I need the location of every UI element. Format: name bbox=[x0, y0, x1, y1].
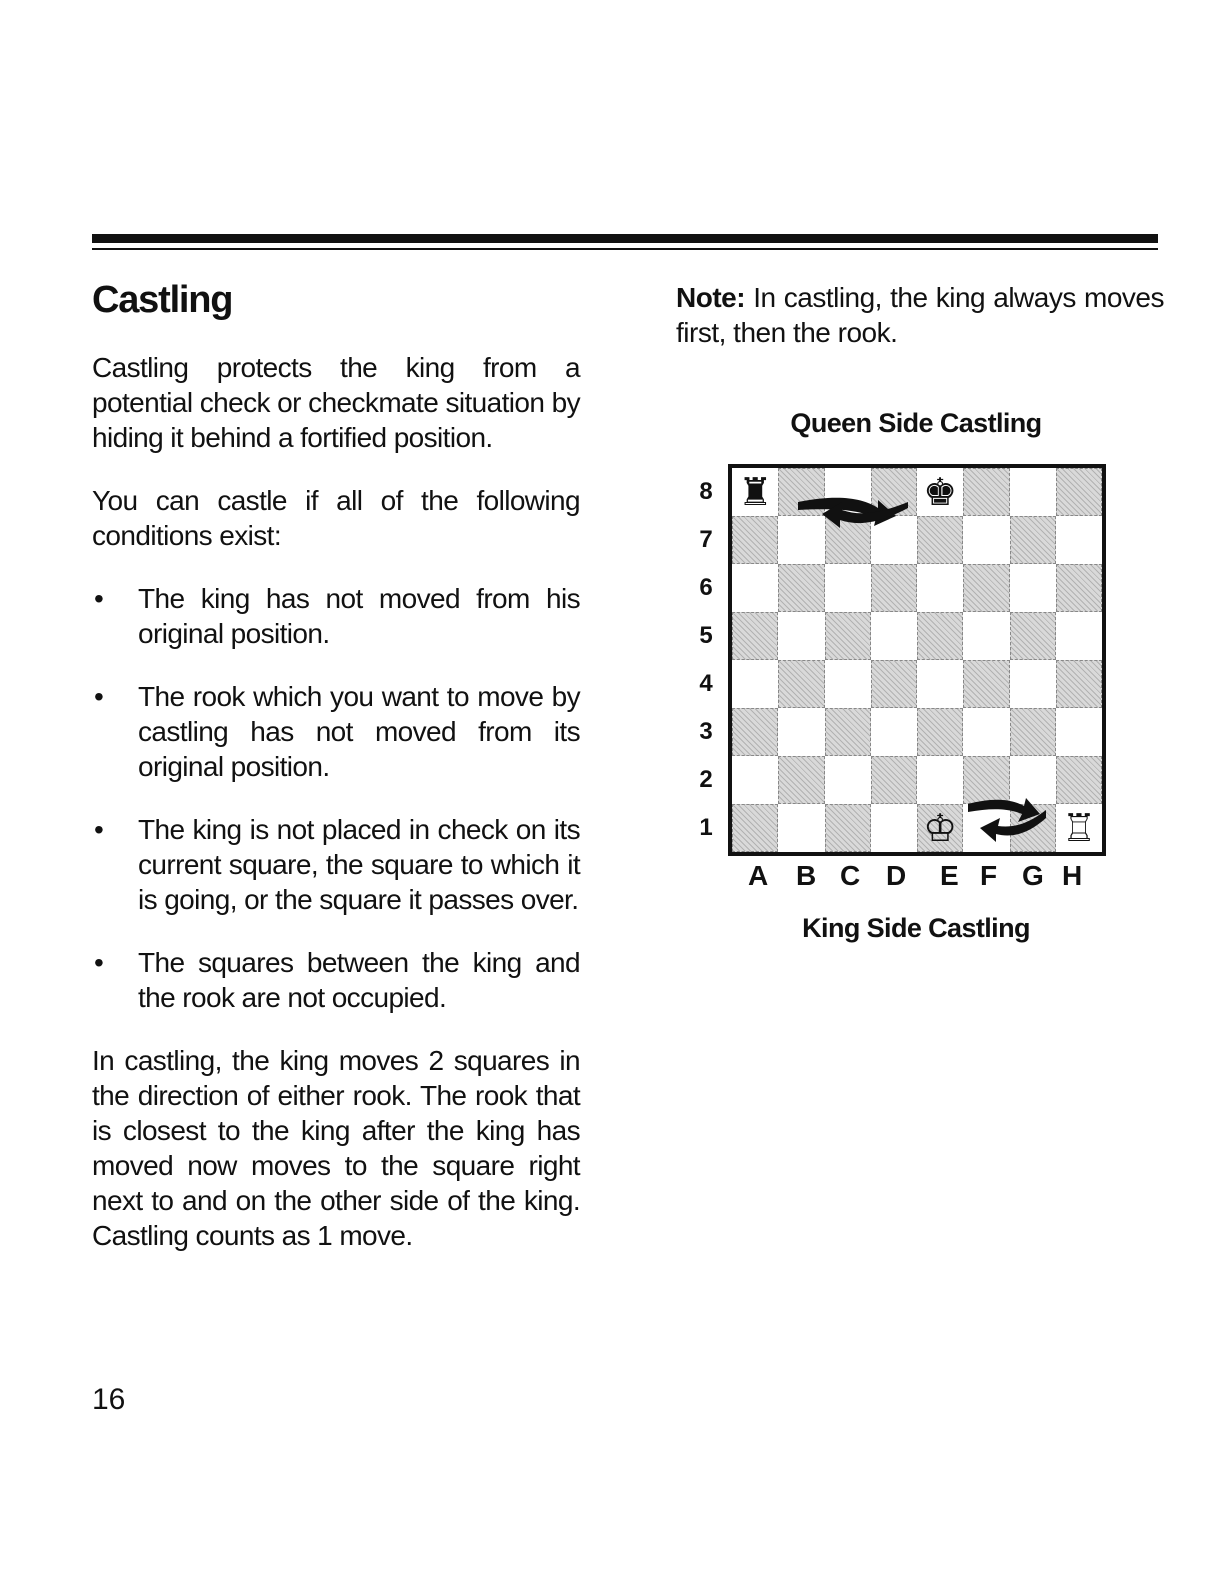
square-b4 bbox=[778, 660, 824, 708]
conditions-list bbox=[92, 581, 580, 1015]
square-g1 bbox=[1010, 804, 1056, 852]
bullet-icon: • bbox=[94, 814, 104, 845]
chess-diagram bbox=[728, 464, 1104, 854]
square-c8 bbox=[825, 468, 871, 516]
square-b1 bbox=[778, 804, 824, 852]
square-a6 bbox=[732, 564, 778, 612]
square-e1 bbox=[917, 804, 963, 852]
square-a2 bbox=[732, 756, 778, 804]
square-h6 bbox=[1056, 564, 1102, 612]
square-g8 bbox=[1010, 468, 1056, 516]
black-king-icon: ♚ bbox=[923, 470, 958, 514]
page-number: 16 bbox=[92, 1383, 126, 1416]
square-d3 bbox=[871, 708, 917, 756]
square-d8 bbox=[871, 468, 917, 516]
square-e4 bbox=[917, 660, 963, 708]
rank-label: 8 bbox=[699, 478, 713, 505]
square-b5 bbox=[778, 612, 824, 660]
condition-item bbox=[92, 581, 580, 651]
square-b8 bbox=[778, 468, 824, 516]
rank-label: 3 bbox=[699, 718, 713, 745]
king-side-caption: King Side Castling bbox=[802, 913, 1030, 943]
square-b3 bbox=[778, 708, 824, 756]
file-label: G bbox=[1022, 860, 1044, 891]
bullet-icon: • bbox=[94, 947, 104, 978]
square-g6 bbox=[1010, 564, 1056, 612]
square-f1 bbox=[963, 804, 1009, 852]
file-labels bbox=[740, 860, 1090, 894]
header-rule-thick bbox=[92, 234, 1158, 243]
page-title: Castling bbox=[92, 279, 233, 321]
square-h3 bbox=[1056, 708, 1102, 756]
bullet-icon: • bbox=[94, 681, 104, 712]
square-g7 bbox=[1010, 516, 1056, 564]
file-label: F bbox=[980, 860, 998, 891]
square-b7 bbox=[778, 516, 824, 564]
condition-item bbox=[92, 679, 580, 784]
square-e7 bbox=[917, 516, 963, 564]
square-h5 bbox=[1056, 612, 1102, 660]
square-f7 bbox=[963, 516, 1009, 564]
square-h2 bbox=[1056, 756, 1102, 804]
square-c6 bbox=[825, 564, 871, 612]
square-b6 bbox=[778, 564, 824, 612]
square-c7 bbox=[825, 516, 871, 564]
square-d6 bbox=[871, 564, 917, 612]
square-a8 bbox=[732, 468, 778, 516]
rank-label: 2 bbox=[699, 766, 713, 793]
file-label: C bbox=[840, 860, 861, 891]
square-f5 bbox=[963, 612, 1009, 660]
square-c4 bbox=[825, 660, 871, 708]
square-g2 bbox=[1010, 756, 1056, 804]
condition-item bbox=[92, 812, 580, 917]
rank-label: 7 bbox=[699, 526, 713, 553]
file-label: E bbox=[940, 860, 959, 891]
square-e3 bbox=[917, 708, 963, 756]
square-g5 bbox=[1010, 612, 1056, 660]
note-text: In castling, the king always moves first, then the rook. bbox=[676, 282, 1164, 348]
square-c5 bbox=[825, 612, 871, 660]
square-e2 bbox=[917, 756, 963, 804]
square-c3 bbox=[825, 708, 871, 756]
square-a1 bbox=[732, 804, 778, 852]
square-d4 bbox=[871, 660, 917, 708]
header-rule-thin bbox=[92, 248, 1158, 250]
rank-label: 5 bbox=[699, 622, 713, 649]
square-e6 bbox=[917, 564, 963, 612]
black-rook-icon: ♜ bbox=[738, 470, 773, 514]
square-h4 bbox=[1056, 660, 1102, 708]
square-d2 bbox=[871, 756, 917, 804]
square-f3 bbox=[963, 708, 1009, 756]
note-label: Note: bbox=[676, 282, 746, 313]
square-a4 bbox=[732, 660, 778, 708]
queen-side-caption: Queen Side Castling bbox=[790, 408, 1042, 438]
chess-board bbox=[728, 464, 1106, 856]
rank-label: 6 bbox=[699, 574, 713, 601]
square-h8 bbox=[1056, 468, 1102, 516]
square-b2 bbox=[778, 756, 824, 804]
note-paragraph bbox=[676, 280, 1164, 350]
square-f8 bbox=[963, 468, 1009, 516]
condition-text: The squares between the king and the rook are not occupied. bbox=[138, 947, 580, 1013]
square-c1 bbox=[825, 804, 871, 852]
intro-paragraph: Castling protects the king from a potential check or checkmate situation by hiding it behind a fortified position. bbox=[92, 352, 580, 453]
square-g3 bbox=[1010, 708, 1056, 756]
square-d7 bbox=[871, 516, 917, 564]
condition-text: The king is not placed in check on its current square, the square to which it is going, or the square it passes over. bbox=[138, 814, 580, 915]
right-column bbox=[676, 280, 1164, 350]
square-a5 bbox=[732, 612, 778, 660]
square-a7 bbox=[732, 516, 778, 564]
square-h1 bbox=[1056, 804, 1102, 852]
condition-text: The king has not moved from his original position. bbox=[138, 583, 580, 649]
file-label: B bbox=[796, 860, 817, 891]
bullet-icon: • bbox=[94, 583, 104, 614]
square-d1 bbox=[871, 804, 917, 852]
square-c2 bbox=[825, 756, 871, 804]
square-g4 bbox=[1010, 660, 1056, 708]
square-f2 bbox=[963, 756, 1009, 804]
square-f6 bbox=[963, 564, 1009, 612]
square-e5 bbox=[917, 612, 963, 660]
file-label: H bbox=[1062, 860, 1083, 891]
condition-item bbox=[92, 945, 580, 1015]
square-e8 bbox=[917, 468, 963, 516]
square-d5 bbox=[871, 612, 917, 660]
square-h7 bbox=[1056, 516, 1102, 564]
closing-paragraph: In castling, the king moves 2 squares in the direction of either rook. The rook that is closest to the king after the king has moved now moves to the square right next to and on the other side of the king. Castling counts as 1 move. bbox=[92, 1045, 580, 1251]
square-f4 bbox=[963, 660, 1009, 708]
square-a3 bbox=[732, 708, 778, 756]
white-king-icon: ♔ bbox=[923, 806, 958, 850]
file-label: D bbox=[886, 860, 907, 891]
condition-text: The rook which you want to move by castling has not moved from its original position. bbox=[138, 681, 580, 782]
rank-label: 1 bbox=[699, 814, 713, 841]
file-label: A bbox=[748, 860, 769, 891]
white-rook-icon: ♖ bbox=[1061, 806, 1096, 850]
conditions-intro: You can castle if all of the following conditions exist: bbox=[92, 485, 580, 551]
rank-label: 4 bbox=[699, 670, 713, 697]
left-column bbox=[92, 278, 580, 1281]
